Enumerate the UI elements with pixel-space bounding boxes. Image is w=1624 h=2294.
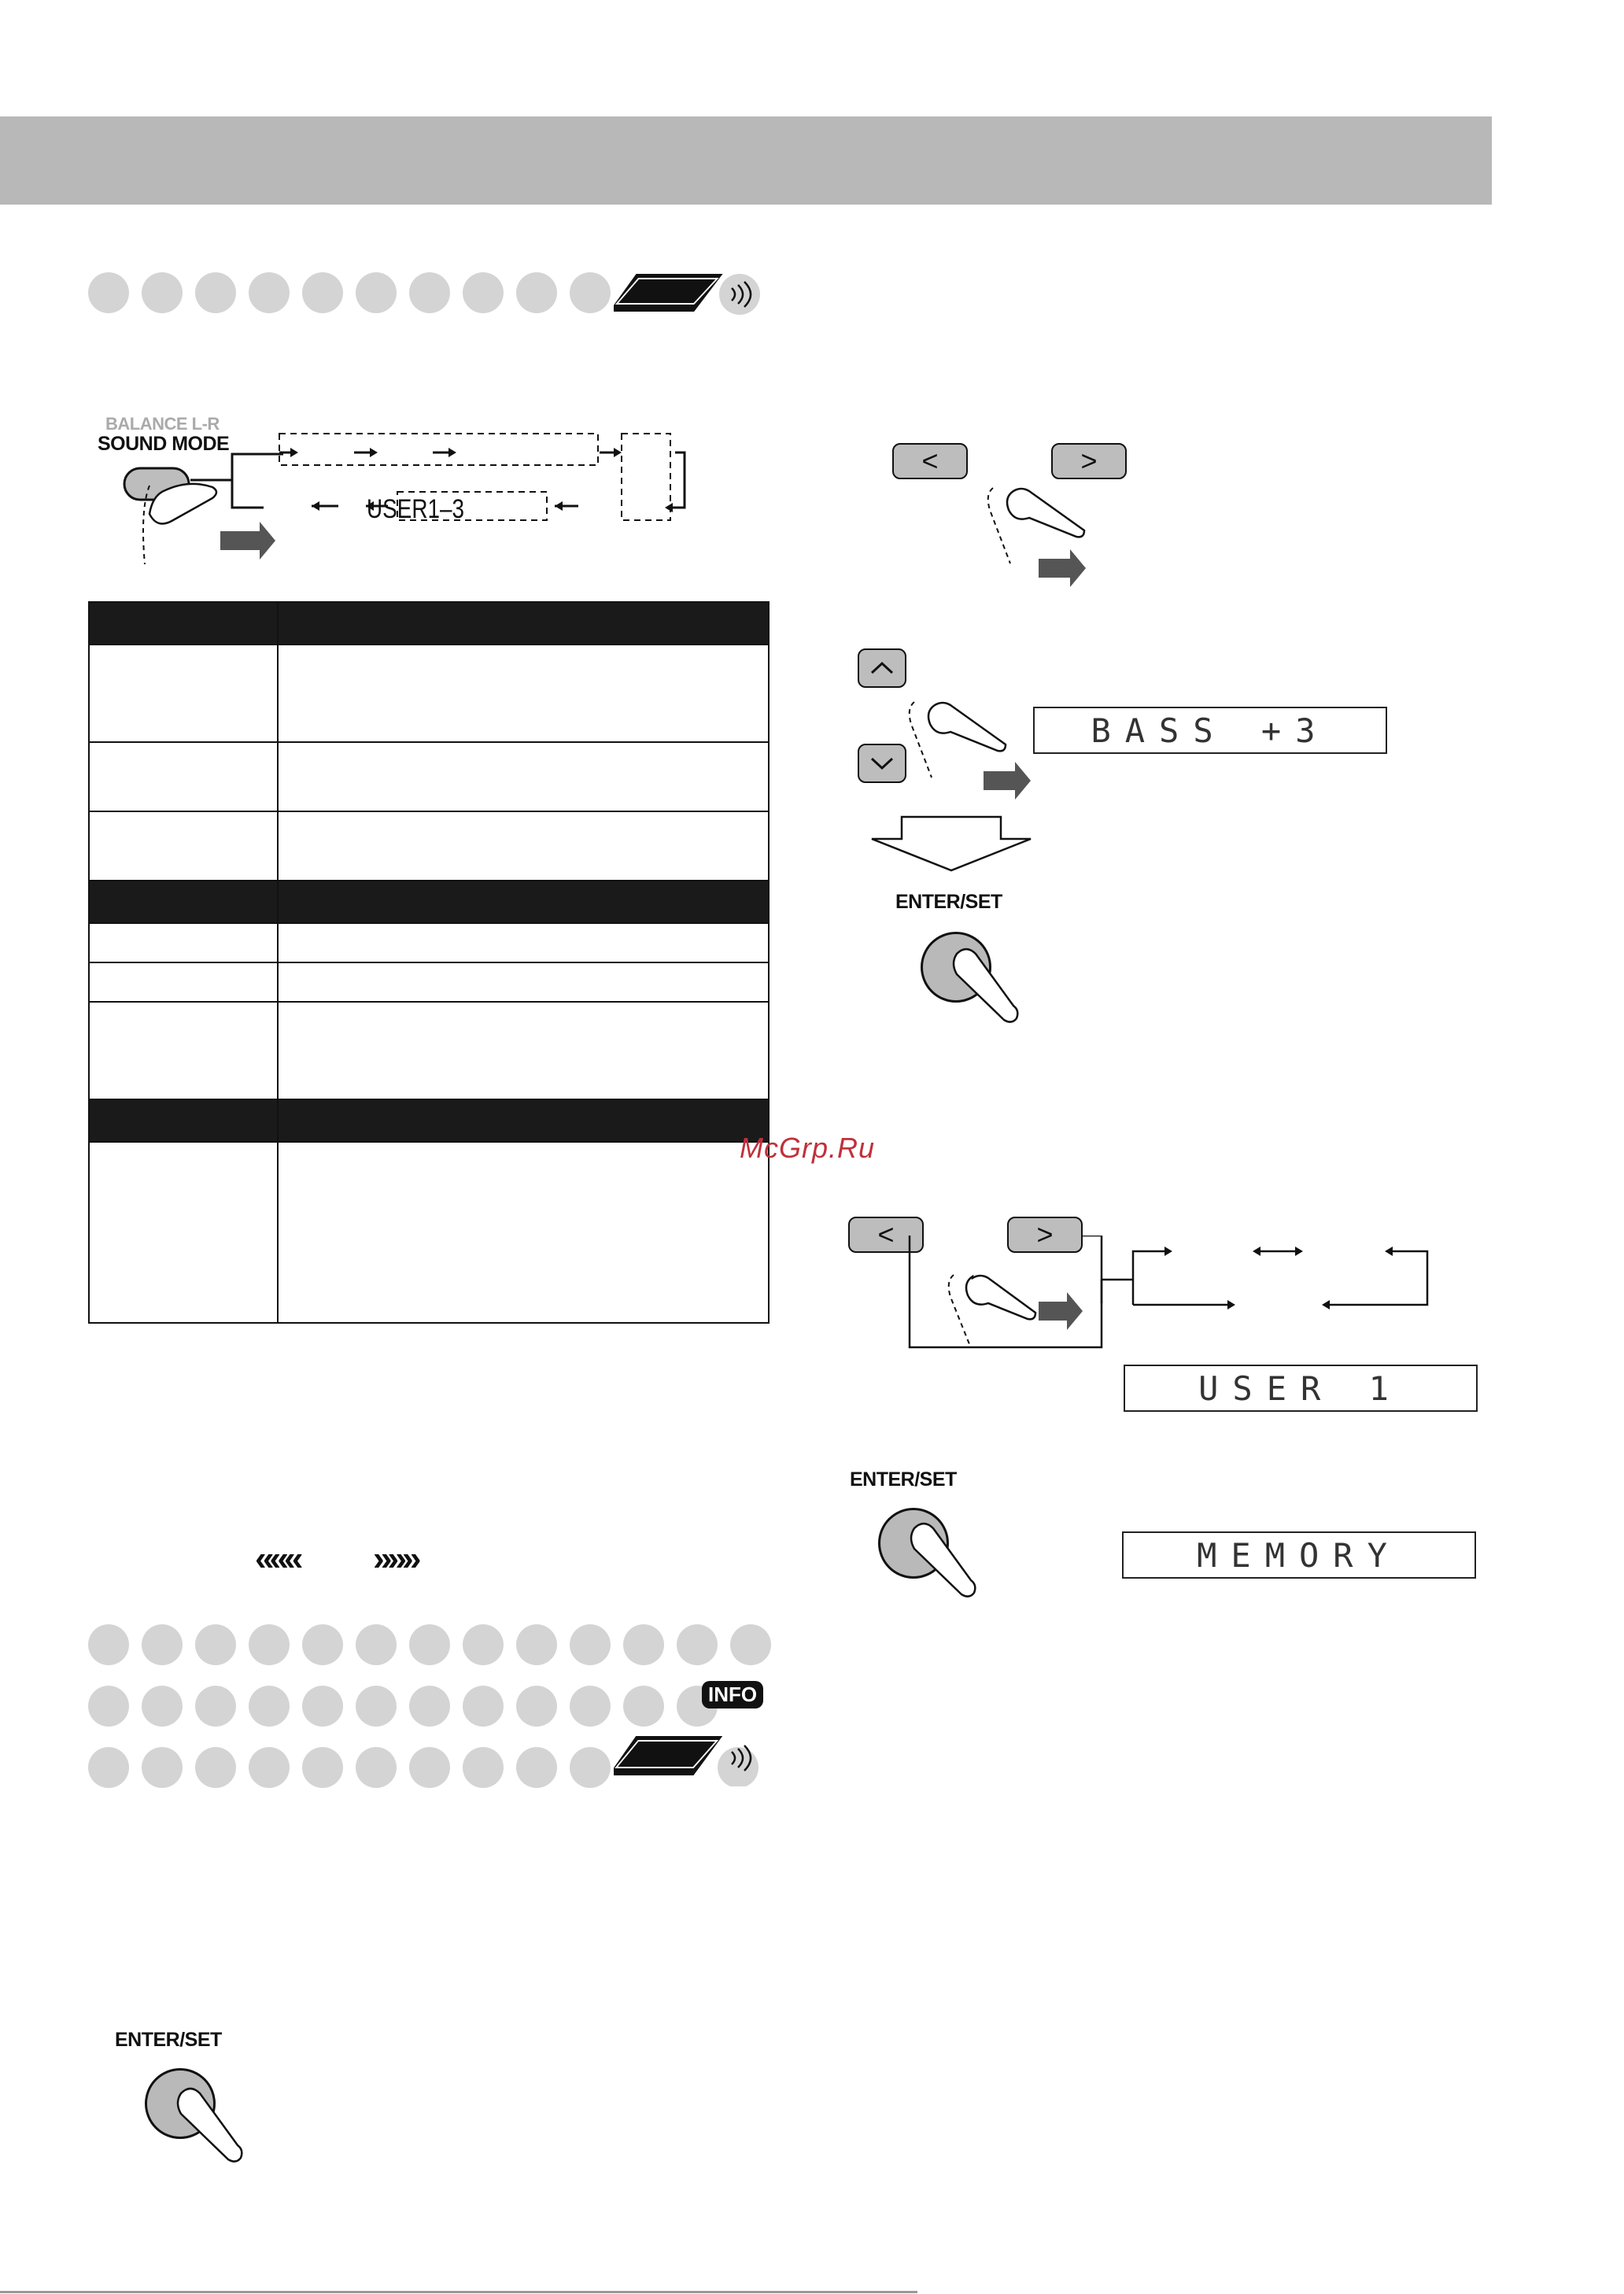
sound-mode-table (88, 601, 770, 1324)
enter-set-label: ENTER/SET (850, 1468, 957, 1491)
placeholder-dot (302, 1686, 343, 1727)
table-row (89, 811, 769, 881)
placeholder-dot (142, 1624, 183, 1665)
placeholder-dot (516, 1747, 557, 1788)
watermark-text: McGrp.Ru (740, 1132, 876, 1164)
placeholder-dot (516, 1686, 557, 1727)
table-row (89, 645, 769, 742)
placeholder-dot (463, 1624, 504, 1665)
placeholder-dot (623, 1624, 664, 1665)
placeholder-dot (195, 1624, 236, 1665)
placeholder-dot (356, 1686, 397, 1727)
placeholder-dot (249, 272, 290, 313)
remote-control-icon (614, 1728, 763, 1786)
placeholder-dot (570, 1686, 611, 1727)
placeholder-dot (463, 1686, 504, 1727)
right-arrow-icon: > (1080, 445, 1098, 477)
dot-row-3 (88, 1686, 718, 1727)
chevron-up-icon (869, 660, 895, 676)
placeholder-dot (677, 1624, 718, 1665)
placeholder-dot (570, 1624, 611, 1665)
memory-display: MEMORY (1122, 1531, 1476, 1579)
dot-row-1 (88, 272, 611, 313)
placeholder-dot (356, 272, 397, 313)
dot-row-2 (88, 1624, 771, 1665)
placeholder-dot (142, 1747, 183, 1788)
table-row (89, 962, 769, 1002)
info-badge: INFO (702, 1681, 763, 1708)
placeholder-dot (409, 1624, 450, 1665)
table-header-row (89, 881, 769, 923)
placeholder-dot (409, 1686, 450, 1727)
header-band (0, 116, 1492, 205)
dot-row-4 (88, 1747, 611, 1788)
sound-mode-label: SOUND MODE (98, 433, 230, 455)
placeholder-dot (516, 1624, 557, 1665)
footer-divider (0, 2291, 917, 2293)
balance-lr-label: BALANCE L-R (105, 414, 220, 434)
placeholder-dot (302, 1747, 343, 1788)
finger-press-icon (165, 2078, 252, 2164)
enter-set-label: ENTER/SET (115, 2029, 222, 2051)
chevron-down-icon (869, 755, 895, 771)
placeholder-dot (88, 1686, 129, 1727)
placeholder-dot (463, 272, 504, 313)
up-arrow-button[interactable] (858, 648, 906, 688)
placeholder-dot (88, 1624, 129, 1665)
finger-press-icon (897, 693, 1046, 803)
finger-press-icon (902, 1516, 996, 1602)
user-display: USER 1 (1124, 1365, 1478, 1412)
remote-control-icon (614, 268, 763, 320)
left-arrow-icon: < (877, 1218, 895, 1250)
finger-press-icon (976, 480, 1102, 598)
placeholder-dot (570, 272, 611, 313)
placeholder-dot (356, 1624, 397, 1665)
placeholder-dot (88, 272, 129, 313)
placeholder-dot (516, 272, 557, 313)
placeholder-dot (730, 1624, 771, 1665)
placeholder-dot (142, 272, 183, 313)
placeholder-dot (249, 1624, 290, 1665)
placeholder-dot (195, 1686, 236, 1727)
right-arrow-button[interactable] (1051, 443, 1127, 479)
table-header-row (89, 602, 769, 645)
user-mode-label: USER1–3 (367, 494, 464, 524)
placeholder-dot (88, 1747, 129, 1788)
placeholder-dot (195, 272, 236, 313)
placeholder-dot (409, 272, 450, 313)
table-row (89, 742, 769, 811)
table-row (89, 1002, 769, 1099)
placeholder-dot (302, 272, 343, 313)
table-row (89, 923, 769, 962)
left-arrow-icon: < (921, 445, 939, 477)
placeholder-dot (249, 1747, 290, 1788)
rewind-icon: ««« (255, 1539, 299, 1578)
down-flow-arrow-icon (869, 815, 1034, 874)
placeholder-dot (623, 1686, 664, 1727)
placeholder-dot (195, 1747, 236, 1788)
left-arrow-button[interactable] (892, 443, 968, 479)
placeholder-dot (142, 1686, 183, 1727)
placeholder-dot (463, 1747, 504, 1788)
placeholder-dot (570, 1747, 611, 1788)
placeholder-dot (356, 1747, 397, 1788)
forward-icon: »»» (373, 1539, 417, 1578)
right-arrow-icon: > (1036, 1218, 1054, 1250)
placeholder-dot (302, 1624, 343, 1665)
finger-press-icon (944, 941, 1039, 1028)
enter-set-label: ENTER/SET (895, 891, 1002, 913)
table-header-row (89, 1099, 769, 1142)
bass-display: BASS +3 (1033, 707, 1387, 754)
user-select-flow-diagram (905, 1236, 1456, 1354)
placeholder-dot (409, 1747, 450, 1788)
placeholder-dot (249, 1686, 290, 1727)
table-row (89, 1142, 769, 1323)
